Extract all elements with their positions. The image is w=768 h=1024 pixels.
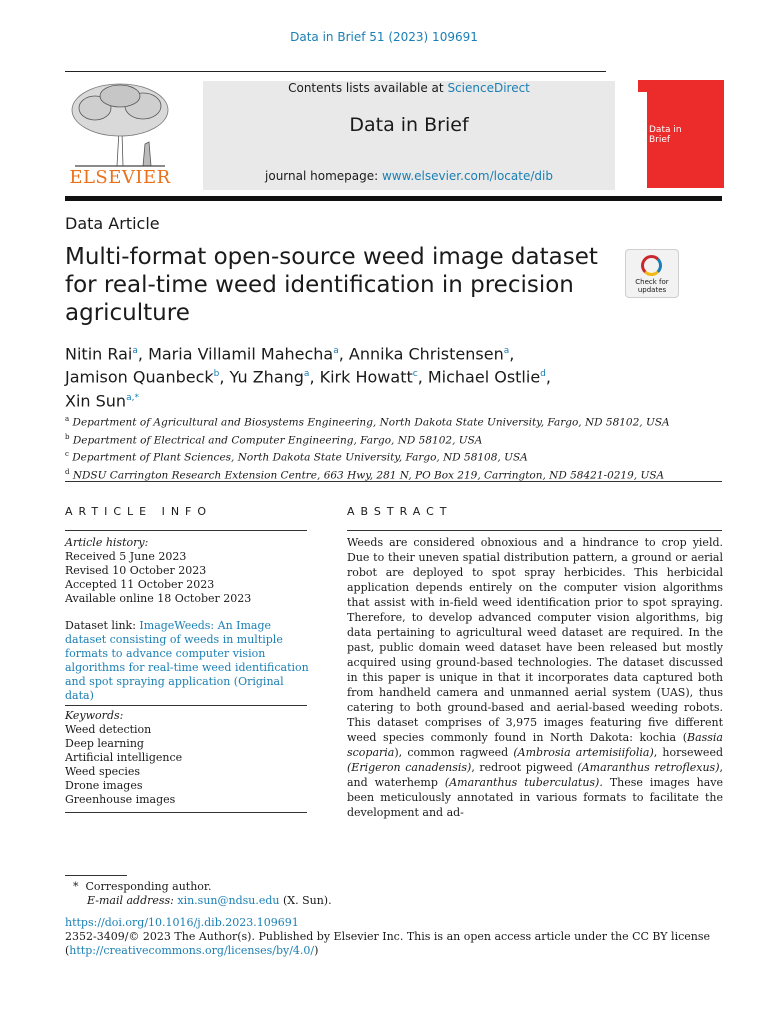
sciencedirect-link[interactable]: ScienceDirect [447, 81, 530, 95]
affiliation-line [65, 447, 715, 465]
author-affiliation-mark[interactable]: b [213, 369, 220, 380]
species-pigweed: (Amaranthus retroflexus) [577, 761, 720, 774]
article-type: Data Article [65, 214, 160, 233]
keywords-label: Keywords: [65, 709, 124, 722]
article-info [65, 536, 310, 703]
check-updates-icon [641, 255, 662, 276]
footnote [65, 880, 725, 958]
author-name: Xin Sun [65, 390, 127, 410]
affiliation-line [65, 430, 715, 448]
affiliation-text: Department of Agricultural and Biosystems Engineering, North Dakota State University, Fargo, ND 58102, USA [69, 416, 670, 429]
elsevier-wordmark: ELSEVIER [69, 167, 171, 188]
abstract-part-3: , horseweed [653, 746, 723, 759]
check-for-updates-button[interactable] [625, 249, 679, 298]
species-kochia: Bassia scoparia [347, 731, 723, 759]
corresponding-label: Corresponding author. [85, 880, 212, 893]
article-info-heading: ARTICLE INFO [65, 505, 213, 518]
doi-link[interactable]: https://doi.org/10.1016/j.dib.2023.109691 [65, 916, 299, 929]
affiliation-mark: d [65, 467, 70, 476]
abstract-part-1: Weeds are considered obnoxious and a hindrance to crop yield. Due to their uneven spatial distribution pattern, a ground or aerial robot are deployed to spot spray herbicides. This herbicidal application depends entirely on the computer vision algorithms that assist with in-field weed identification prior to spot spraying. Therefore, to develop advanced computer vision algorithms, big data pertaining to agricultural weed dataset are required. In the past, public domain weed dataset have been released but mostly acquired using ground-based technologies. The dataset discussed in this paper is unique in that it incorporates data captured both from handheld camera and unmanned aerial system (UAS), thus catering to both ground-based and aerial-based weeding robots. This dataset comprises of 3,975 images featuring five different weed species commonly found in North Dakota: kochia [347, 536, 723, 744]
keyword-item: Weed detection [65, 723, 152, 736]
author-name: Nitin Rai [65, 344, 133, 364]
author-list: Nitin Rai$^a$, Maria Villamil Mahecha$^a$, Annika Christensen$^a$, Jamison Quanbeck$^b$, Yu Zhang$^a$, Kirk Howatt$^c$, Michael Ostlie$^d$, Xin Sun$^{a,*}$ [65, 344, 551, 410]
header-rule [65, 71, 606, 72]
asterisk-mark: * [73, 880, 86, 893]
author-name: Maria Villamil Mahecha [148, 344, 334, 364]
author-affiliation-mark[interactable]: d [540, 369, 546, 380]
affiliation-mark: a [65, 415, 70, 423]
footnote-rule [65, 875, 127, 876]
author-name: Kirk Howatt [319, 367, 413, 387]
keywords-block [65, 709, 310, 807]
affiliation-line [65, 412, 715, 430]
homepage-prefix: journal homepage: [265, 169, 382, 183]
email-line [65, 894, 725, 908]
species-waterhemp: (Amaranthus tuberculatus). [444, 776, 603, 789]
tree-logo-icon [65, 80, 175, 168]
keyword-item: Weed species [65, 765, 140, 778]
author-affiliation-mark[interactable]: c [412, 369, 418, 380]
check-updates-label: Check for updates [635, 278, 669, 294]
article-title: Multi-format open-source weed image dataset for real-time weed identification in precision agriculture [65, 244, 598, 326]
affiliations [65, 412, 715, 482]
history-item: Available online 18 October 2023 [65, 592, 252, 605]
history-list [65, 550, 310, 606]
history-label: Article history: [65, 536, 149, 549]
author-affiliation-mark[interactable]: a [503, 346, 510, 356]
history-item: Received 5 June 2023 [65, 550, 187, 563]
cover-top-bar [638, 80, 647, 92]
dataset-link[interactable]: ImageWeeds: An Image dataset consisting of weeds in multiple formats to advance computer vision algorithms for real-time weed identification and spot spraying application (Original data) [65, 619, 309, 702]
author-affiliation-mark[interactable]: a [303, 369, 310, 380]
keyword-item: Artificial intelligence [65, 751, 183, 764]
license-line: 2352-3409/© 2023 The Author(s). Published by Elsevier Inc. This is an open access article under the CC BY license [65, 930, 710, 943]
dataset-label: Dataset link: [65, 619, 140, 632]
header-thick-rule [65, 196, 722, 201]
keywords-list [65, 723, 310, 807]
abstract-part-2: , common ragweed [398, 746, 514, 759]
journal-citation[interactable]: Data in Brief 51 (2023) 109691 [290, 30, 478, 44]
homepage-link[interactable]: www.elsevier.com/locate/dib [381, 169, 553, 183]
abstract-part-6: These images have been meticulously annotated in various formats to facilitate the development and ad- [347, 776, 723, 819]
affiliation-mark: c [65, 450, 69, 458]
abstract-rule [347, 530, 722, 531]
species-ragweed: (Ambrosia artemisiifolia) [513, 746, 654, 759]
journal-cover-thumbnail [638, 80, 724, 188]
keywords-end-rule [65, 812, 307, 813]
author-affiliation-mark[interactable]: a,* [126, 392, 139, 403]
cover-title: Data in Brief [649, 125, 682, 145]
author-name: Annika Christensen [348, 344, 504, 364]
dataset-link-block [65, 619, 310, 703]
journal-banner [203, 81, 615, 190]
affiliation-mark: b [65, 432, 70, 441]
history-item: Revised 10 October 2023 [65, 564, 207, 577]
affiliation-text: Department of Plant Sciences, North Dakota State University, Fargo, ND 58108, USA [68, 451, 528, 464]
keywords-rule [65, 705, 307, 706]
keyword-item: Deep learning [65, 737, 144, 750]
contents-prefix: Contents lists available at [288, 81, 448, 95]
abstract-heading: ABSTRACT [347, 505, 453, 518]
keyword-item: Drone images [65, 779, 143, 792]
abstract-text: Weeds are considered obnoxious and a hindrance to crop yield. Due to their uneven spatial distribution pattern, a ground or aerial robot are deployed to spot spray herbicides. This herbicidal application depends entirely on the computer vision algorithms that assist with in-field weed identification prior to spot spraying. Therefore, to develop advanced computer vision algorithms, big data pertaining to agricultural weed dataset are required. In the past, public domain weed dataset have been released but mostly acquired using ground-based technologies. The dataset discussed in this paper is unique in that it incorporates data captured both from handheld camera and unmanned aerial system (UAS), thus catering to both ground-based and aerial-based weeding robots. This dataset comprises of 3,975 images featuring five different weed species commonly found in North Dakota: kochia (Bassia scoparia), common ragweed (Ambrosia artemisiifolia), horseweed (Erigeron canadensis), redroot pigweed (Amaranthus retroflexus), and waterhemp (Amaranthus tuberculatus). These images have been meticulously annotated in various formats to facilitate the development and ad- [347, 536, 723, 819]
keyword-item: Greenhouse images [65, 793, 176, 806]
abstract-part-5: , and waterhemp [347, 761, 723, 789]
affiliation-text: Department of Electrical and Computer Engineering, Fargo, ND 58102, USA [69, 434, 483, 446]
section-rule [65, 481, 722, 482]
elsevier-logo [65, 80, 175, 188]
corresponding-note [65, 880, 725, 894]
author-name: Jamison Quanbeck [65, 367, 214, 387]
abstract-part-4: , redroot pigweed [471, 761, 578, 774]
cover-stripe [638, 80, 647, 188]
affiliation-text: NDSU Carrington Research Extension Centre, 663 Hwy, 281 N, PO Box 219, Carrington, ND 58421-0219, USA [69, 469, 665, 481]
email-suffix: (X. Sun). [279, 894, 332, 907]
article-info-rule [65, 530, 307, 531]
journal-title: Data in Brief [349, 114, 469, 136]
author-name: Yu Zhang [229, 367, 304, 387]
email-link[interactable]: xin.sun@ndsu.edu [177, 894, 280, 907]
species-horseweed: (Erigeron canadensis) [347, 761, 472, 774]
contents-line [203, 81, 615, 95]
history-item: Accepted 11 October 2023 [65, 578, 215, 591]
email-label: E-mail address: [87, 894, 178, 907]
author-name: Michael Ostlie [427, 367, 541, 387]
affiliation-line [65, 465, 715, 483]
author-affiliation-mark[interactable]: a [333, 346, 339, 356]
license-link-line: (http://creativecommons.org/licenses/by/4.0/) [65, 944, 319, 957]
license-link[interactable]: http://creativecommons.org/licenses/by/4.0/ [69, 944, 315, 957]
author-affiliation-mark[interactable]: a [132, 346, 138, 356]
homepage-line [203, 169, 615, 183]
